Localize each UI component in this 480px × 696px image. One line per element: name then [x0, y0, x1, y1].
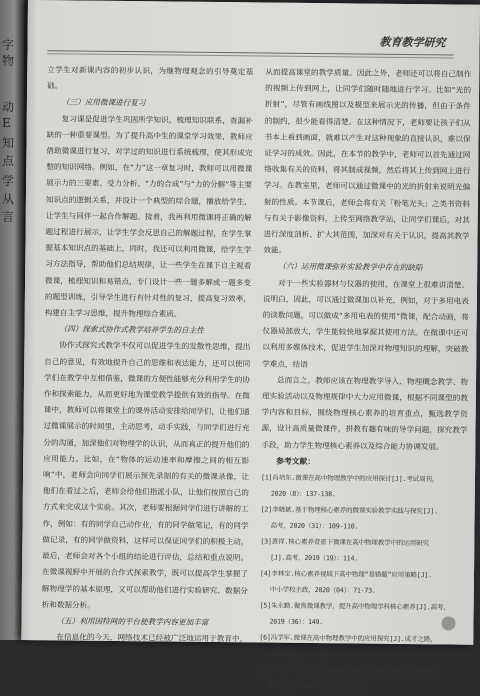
reference-line: [6]冯学军.微课在高中物理教学中的应用探究[J].成才之路，: [259, 633, 437, 644]
reference-item: [259, 598, 465, 632]
reference-line: [3]黄祥.核心素养背景下微课在高中物理教学中的运用研究: [260, 537, 429, 548]
paragraph: 对于一些实验器材与仪器的使用，在课堂上很难讲清楚、说明白，因此，可以通过微课加以补充，例如，对于多用电表的读数问题，可以做成“多用电表的使用”微课，配合动画，将仪器局部放大，学生能较快地掌握其使用方法。在微课中还可以利用多媒体技术，促进学生加深对物理知识的理解，突破教学难点，结语: [262, 278, 470, 369]
reference-item: [259, 630, 465, 664]
reference-line-continued: 高考，2020（31）：109-110.: [270, 521, 359, 531]
reference-item: [260, 566, 466, 600]
prev-page-char: 字: [2, 38, 15, 52]
reference-line: [5]朱永勤.聚焦微课教学，提升高中物理学科核心素养[J].高考，: [259, 601, 450, 612]
reference-line-continued: [J].高考，2019（19）：114.: [270, 553, 359, 563]
reference-line-continued: 2019（36）：149.: [269, 617, 324, 627]
prev-page-char: 从: [2, 192, 15, 206]
section-heading: （六）运用微课弥补实验教学中存在的缺陷: [278, 262, 423, 273]
paragraph: 协作式探究式教学不仅可以促进学生的发散性思维，提出自己的意见，有效地提升自己的思维和表达能力，还可以使同学们在教学中互相借鉴，微课的方便性能够充分利用学生的协作和探索能力，从而更好地为课堂教学提供有效的指导。在微课中，教师可以将课堂上的课外活动安排给同学们，让他们通过微课展示的时间里，主动思考，动手实践，与同学们进行充分的沟通，加深他们对物理学的认识，从而真正的提升他们的应用能力。比如，在“物体的运动速率和摩擦之间的相互影响”中，老师会向同学们展示预先录制的有关的微课录像，让他们在看过之后，老师会给他们指派小队，让他们按照自己的方式来完成这个实验。其次，老师要根据同学们进行讲解的工作，例如：有的同学自己动作业，有的同学做笔记，有的同学做记录，有的同学做资料，这样可以保证同学们的积极主动，最后，老师会对各个小组的结论进行评估，总结和重点说明。在微课视野中开展的合作式探索教学，既可以提高学生掌握了解物理学的基本原理，又可以帮助他们进行实验研究、数据分析和数据分析。: [41, 340, 251, 610]
reference-line: [7]钱芹.如何在微课中体现高中物理学科核心素养[J].数理化: [258, 665, 437, 676]
prev-page-char: E: [2, 116, 11, 130]
reference-line: [2]李晓斌.基于物理核心素养的微课实验教学实践与探究[J].: [260, 505, 438, 516]
previous-page-edge: [0, 0, 24, 640]
reference-line-continued: 中小学校主政，2020（04）：71-73.: [269, 585, 376, 595]
page-number-marker: [441, 616, 455, 630]
journal-page: [21, 0, 480, 691]
reference-item: [260, 502, 466, 536]
reference-item: [261, 470, 467, 504]
reference-line-continued: 2019（35）：62-63.: [269, 649, 331, 659]
paragraph: 从而提高课堂的教学质量。因此之外，老师还可以将自己制作的视频上传到网上，让同学们随时随地进行学习。比如“光的折射”，尽管有画线图以及模型来展示光的传播，但由于条件的制约，很少能看得清楚。在这种情况下，老师要让孩子们从书本上看到画面，就难以产生对这种现象的直接认识，难以保证学习的成效。因此，在本节的教学中，老师可以首先通过网络收集有关的资料，将其制成视频，然后将其上传到网上进行学习。在教室里，老师可以通过微课中的光的折射来说明光偏射的性质。本节课后，老师会将有关「粉笔光头」之类书资料与有关于影像资料，上传至网络教学站，让同学们课后，对其进行深度剖析、扩大其范围，加深对有关于认识，提高其教学效能。: [263, 67, 472, 255]
paragraph: 立学生对新课内容的初步认识，为继物理观念的引导奠定基础。: [47, 65, 254, 91]
paragraph: 总而言之，教师应该在物理教学导入、物理概念教学、物理实验活动以及物理规律中大力应用微课，根据不同课型的教学内容和目标，围绕物理核心素养的培育重点，甄选教学资源，设计高质量微课件，拼教有趣有味的导学问题，探究教学手段，助力学生物理核心素养以及综合能力协调发展。: [261, 375, 469, 452]
reference-line: [4]李林宝.核心素养视域下高中物理“易错题”应用策略[J].: [259, 569, 433, 580]
right-text-column: [259, 64, 472, 695]
reference-item: [259, 662, 465, 696]
section-heading: （四）探索式协作式教学培养学生的自主性: [59, 324, 204, 336]
reference-line: [1]肖培东.微课在高中物理教学中的应用探讨[J].考试周刊，: [260, 473, 439, 484]
section-heading: （三）应用微课进行复习: [61, 97, 146, 108]
left-text-column: [41, 62, 253, 664]
reference-line-continued: 解题研究，2019（30）：44-45.: [268, 681, 362, 691]
prev-page-char: 学: [2, 174, 15, 188]
prev-page-char: 物: [2, 54, 15, 68]
references-heading: 参考文献：: [276, 456, 316, 466]
prev-page-char: 言: [2, 210, 15, 224]
section-heading: （五）利用因特网的平台使教学内容更加丰富: [56, 616, 209, 627]
prev-page-char: 动: [2, 100, 15, 114]
reference-line-continued: 2020（8）：137-138.: [270, 489, 336, 499]
prev-page-char: 知: [2, 136, 15, 150]
paragraph: 在信息化的今天，网络技术已经被广泛地运用于教育中，通过网络，老师们可以通过网络获取更多的学习资料，: [41, 632, 248, 660]
running-header: 教育教学研究: [379, 35, 446, 50]
prev-page-char: 点: [2, 154, 15, 168]
paragraph: 复习课是促进学生巩固所学知识，梳理知识联系，查漏补缺的一种重要课型。为了提升高中生的课堂学习效果，教师应借助微课进行复习，对学过的知识进行系统梳理，使其形成完整的知识网络。例如，在“力”这一章复习时，教师可以用微课展示力的三要素、受力分析、“力的合成”与“力的分解”等主要知识点的逻辑关系，并设计一个典型的综合题，播放给学生，让学生与同伴一起合作解题。接着，我再利用微课将正确的解题过程进行展示，让学生学会反思自己的解题过程，在学生掌握基本知识点的基础上，同时，我还可以利用微课，给学生学习方法指导，帮助他们总结规律，让一些学生在课下自主观看微课，梳理知识和易错点，专门设计一些一题多解或一题多变的题型训练，引导学生进行有针对性的复习，提高复习效率，构建自主学习思维，提升物理综合素质。: [44, 113, 253, 319]
reference-item: [260, 534, 466, 568]
